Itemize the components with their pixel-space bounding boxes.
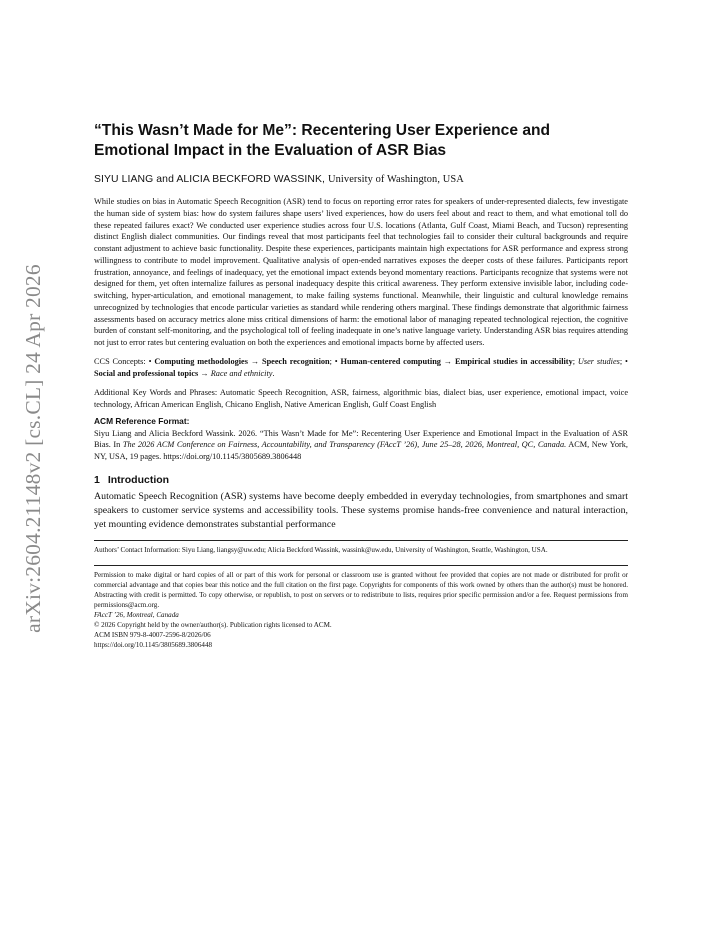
paper-content: [94, 121, 628, 650]
ccs-concept-5: Race and ethnicity: [210, 368, 273, 378]
ccs-concept-4: Social and professional topics: [94, 368, 199, 378]
permission-notice: Permission to make digital or hard copies of all or part of this work for personal or classroom use is granted without fee provided that copies are not made or distributed for profit or commercial advantage and that copies bear this notice and the full citation on the first page. Copyrights for components of this work owned by others than the author(s) must be honored. Abstracting with credit is permitted. To copy otherwise, or republish, to post on servers or to redistribute to lists, requires prior specific permission and/or a fee. Request permissions from permissions@acm.org.: [94, 570, 628, 609]
section-title: Introduction: [107, 473, 170, 486]
copyright-line: © 2026 Copyright held by the owner/author(s). Publication rights licensed to ACM.: [94, 620, 332, 629]
permission-block: [94, 570, 628, 650]
ccs-concepts: [94, 356, 628, 380]
acm-reference-part: Siyu Liang and Alicia Beckford Wassink. 2026. “This Wasn’t Made for Me”: Recentering User Experience and Emotional Impact in the Evaluation of ASR Bias. In: [94, 428, 628, 450]
ccs-separator: ;: [572, 356, 578, 366]
ccs-concept-3: User studies: [577, 356, 620, 366]
author-names: SIYU LIANG and ALICIA BECKFORD WASSINK,: [94, 174, 326, 185]
ccs-separator: ; •: [329, 356, 341, 366]
permission-divider: [94, 565, 628, 566]
footnote-divider: [94, 540, 628, 541]
introduction-paragraph: Automatic Speech Recognition (ASR) systems have become deeply embedded in everyday technologies, from smartphones and smart speakers to customer service systems and accessibility tools. These systems promise hands-free convenience and natural interaction, yet mounting evidence demonstrates substantial performance: [94, 490, 628, 530]
ccs-label: CCS Concepts:: [94, 356, 146, 366]
arxiv-identifier[interactable]: arXiv:2604.21148v2 [cs.CL] 24 Apr 2026: [20, 263, 45, 633]
section-number: 1: [94, 473, 100, 486]
acm-reference-part: ACM, New York, NY, USA, 19 pages. https://doi.org/10.1145/3805689.3806448: [94, 440, 628, 462]
paper-title: “This Wasn’t Made for Me”: Recentering User Experience and Emotional Impact in the Evaluation of ASR Bias: [94, 122, 551, 159]
ccs-separator: ; •: [619, 356, 628, 366]
acm-reference-heading: ACM Reference Format:: [94, 415, 190, 426]
acm-reference: [94, 416, 628, 463]
arxiv-stamp: [14, 258, 52, 638]
conference-line: FAccT ’26, Montreal, Canada: [94, 610, 179, 619]
keywords: Additional Key Words and Phrases: Automatic Speech Recognition, ASR, fairness, algorithmic bias, dialect bias, user experience, emotional impact, voice technology, African American English, Chicano English, Native American English, Gulf Coast English: [94, 388, 628, 409]
section-heading-introduction: [94, 474, 628, 487]
abstract: While studies on bias in Automatic Speech Recognition (ASR) tend to focus on reporting error rates for speakers of under-represented dialects, few investigate the human side of system bias: how do system failures shape users’ lived experiences, how do users feel about and react to them, and what emotional toll do these repeated failures exact? We conducted user experience studies across four U.S. locations (Atlanta, Gulf Coast, Miami Beach, and Tucson) representing distinct English dialect communities. Our findings reveal that most participants feel that technologies fail to consider their cultural backgrounds and require constant adjustment to achieve basic functionality. Despite these experiences, participants maintain high expectations for ASR performance and express strong willingness to contribute to model improvement. Qualitative analysis of open-ended narratives exposes the deeper costs of these failures. Participants report frustration, annoyance, and feelings of inadequacy, yet the emotional impact extends beyond momentary reactions. Participants recognize that systems were not designed for them, yet often internalize failures as personal inadequacy despite this critical awareness. They perform extensive invisible labor, including code-switching, hyper-articulation, and emotional management, to make failing systems functional. Meanwhile, their linguistic and cultural knowledge remains unrecognized by technologies that encode particular varieties as standard while rendering others marginal. These findings demonstrate that algorithmic fairness assessments based on accuracy metrics alone miss critical dimensions of harm: the emotional labor of managing repeated technological rejection, the cognitive burden of constant self-monitoring, and the psychological toll of feeling inadequate in one’s native language variety. Understanding ASR bias requires attending not just to error rates but centering evaluation on both the experiences and emotional impacts borne by affected users.: [94, 197, 628, 347]
author-contact-info: Authors’ Contact Information: Siyu Liang, liangsy@uw.edu; Alicia Beckford Wassink, wassink@uw.edu, University of Washington, Seattle, Washington, USA.: [94, 545, 548, 554]
ccs-concept-1: Computing methodologies → Speech recognition: [154, 356, 330, 366]
acm-reference-text: [94, 428, 628, 463]
author-affiliation: University of Washington, USA: [328, 174, 464, 185]
ccs-end: .: [272, 368, 275, 378]
isbn-line: ACM ISBN 979-8-4007-2596-8/2026/06: [94, 630, 211, 639]
author-line: [94, 174, 628, 185]
acm-reference-venue: The 2026 ACM Conference on Fairness, Accountability, and Transparency (FAccT ’26), June 25–28, 2026, Montreal, QC, Canada.: [122, 440, 567, 450]
ccs-concept-2: Human-centered computing → Empirical studies in accessibility: [340, 356, 573, 366]
ccs-arrow: →: [198, 368, 211, 378]
doi-link[interactable]: https://doi.org/10.1145/3805689.3806448: [94, 640, 213, 649]
ccs-separator: •: [145, 356, 155, 366]
